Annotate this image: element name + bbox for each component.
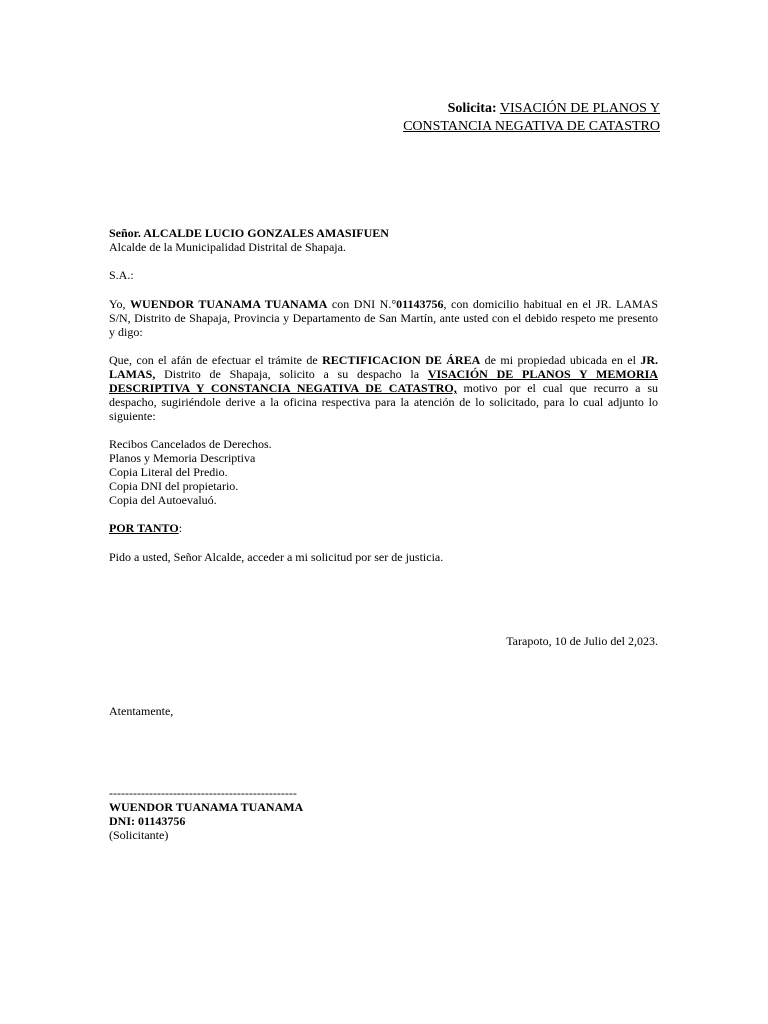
recipient-name: Señor. ALCALDE LUCIO GONZALES AMASIFUEN: [109, 226, 389, 240]
signature-role: (Solicitante): [109, 828, 169, 842]
conclusion-heading-text: POR TANTO: [109, 521, 179, 535]
closing: Atentamente,: [109, 704, 174, 718]
attachment-item: Copia Literal del Predio.: [109, 465, 228, 479]
applicant-dni: 01143756: [396, 297, 444, 311]
signature-dni: DNI: 01143756: [109, 814, 186, 828]
request-text-4: motivo por el cual que recurro a su despacho, sugiriéndole derive a la oficina respectiva para la atención de lo solicitado, para lo cual adjunto lo siguiente:: [109, 381, 658, 423]
intro-text-1: Yo,: [109, 297, 131, 311]
request-text-1: Que, con el afán de efectuar el trámite de: [109, 353, 323, 367]
conclusion-colon: :: [178, 521, 183, 535]
intro-text-3: , con domicilio habitual en el JR. LAMAS S/N, Distrito de Shapaja, Provincia y Departamento de San Martín, ante usted con el debido respeto me presento y digo:: [109, 297, 659, 339]
subject-block: [403, 100, 660, 136]
intro-text-2: con DNI N.°: [327, 297, 397, 311]
attachments-list: [109, 437, 658, 507]
street-name: JR. LAMAS,: [109, 353, 658, 381]
attachment-item: Planos y Memoria Descriptiva: [109, 451, 256, 465]
requested-documents: VISACIÓN DE PLANOS Y MEMORIA DESCRIPTIVA Y CONSTANCIA NEGATIVA DE CATASTRO,: [109, 367, 658, 395]
request-paragraph: [109, 353, 658, 423]
subject-label: Solicita:: [447, 101, 497, 116]
conclusion-text: Pido a usted, Señor Alcalde, acceder a mi solicitud por ser de justicia.: [109, 550, 444, 564]
signature-block: [109, 786, 658, 842]
place-date: Tarapoto, 10 de Julio del 2,023.: [506, 634, 658, 648]
intro-paragraph: [109, 297, 658, 339]
attachment-item: Copia del Autoevaluó.: [109, 493, 217, 507]
signature-line: -----------------------------------------------: [109, 786, 297, 800]
salutation: S.A.:: [109, 268, 134, 282]
request-text-2: de mi propiedad ubicada en el: [480, 353, 641, 367]
procedure-name: RECTIFICACION DE ÁREA: [322, 353, 481, 367]
recipient-block: [109, 226, 658, 254]
request-text-3: Distrito de Shapaja, solicito a su despacho la: [155, 367, 428, 381]
attachment-item: Recibos Cancelados de Derechos.: [109, 437, 272, 451]
attachment-item: Copia DNI del propietario.: [109, 479, 239, 493]
applicant-name: WUENDOR TUANAMA TUANAMA: [130, 297, 328, 311]
subject-line-2: CONSTANCIA NEGATIVA DE CATASTRO: [403, 119, 660, 134]
conclusion-heading: [109, 521, 658, 535]
signature-name: WUENDOR TUANAMA TUANAMA: [109, 800, 304, 814]
recipient-position: Alcalde de la Municipalidad Distrital de Shapaja.: [109, 240, 346, 254]
subject-line-1: VISACIÓN DE PLANOS Y: [499, 101, 660, 116]
